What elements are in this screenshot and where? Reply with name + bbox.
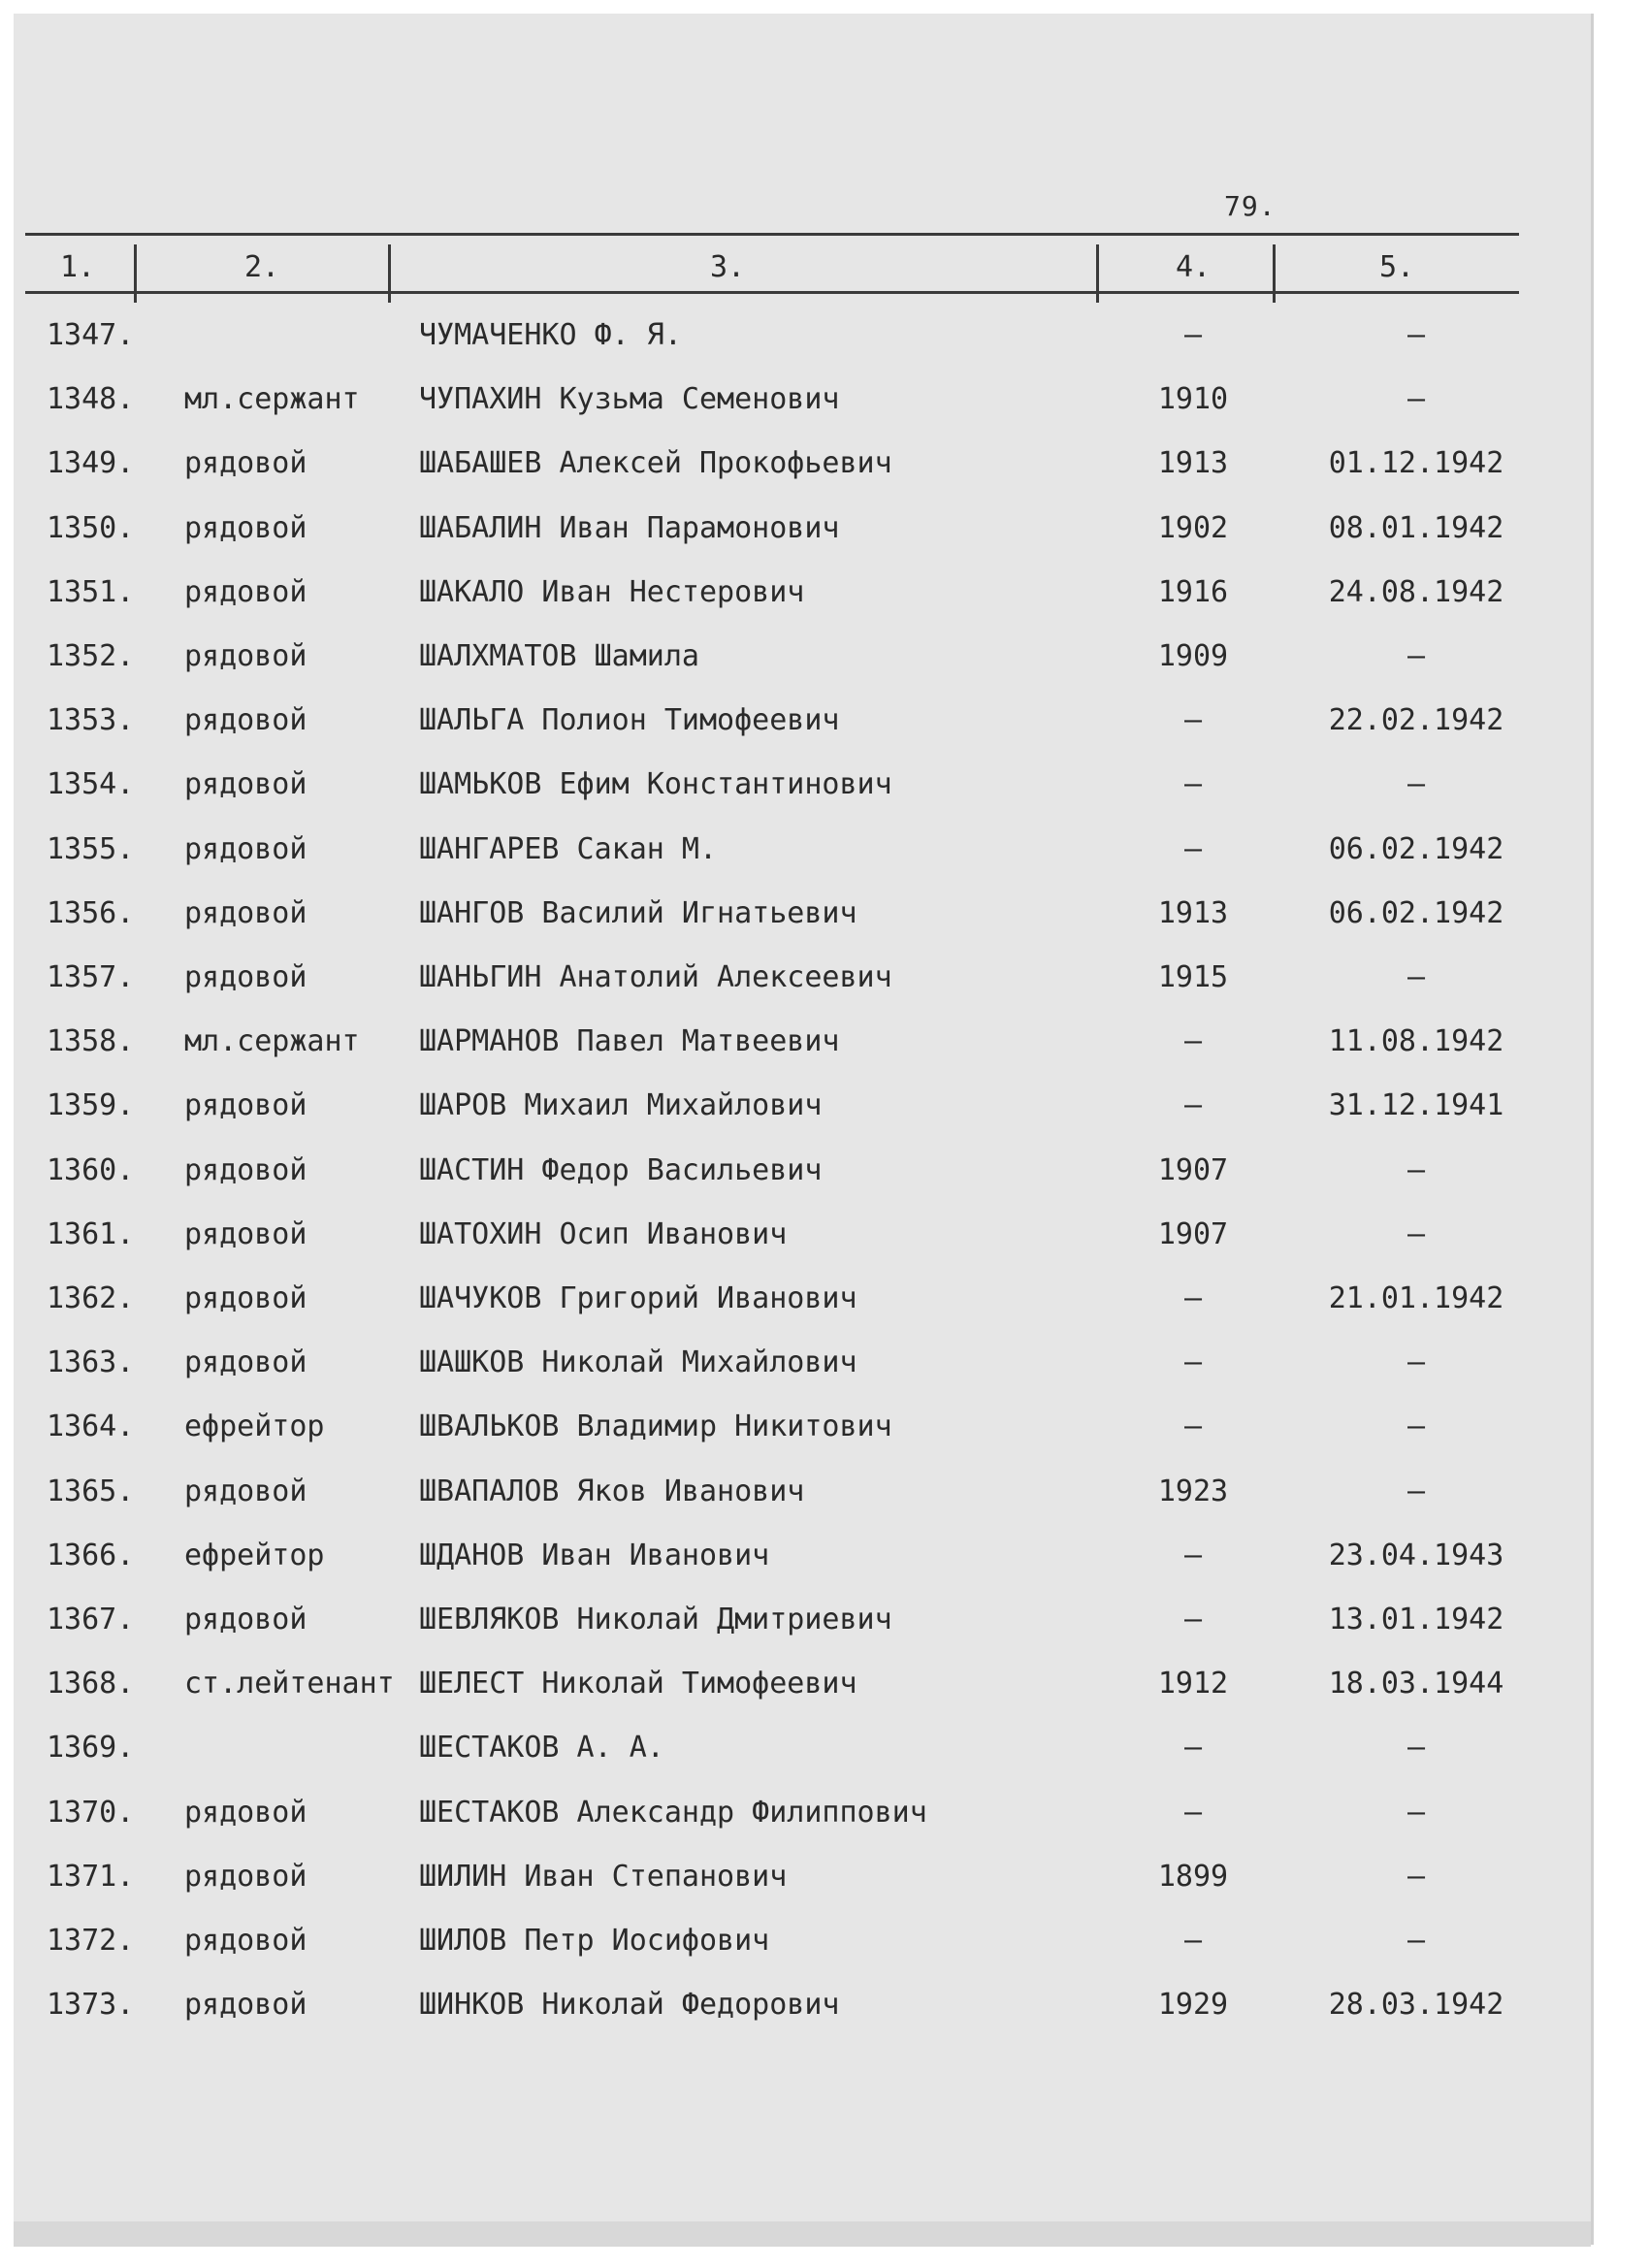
death-date: 11.08.1942	[1328, 1024, 1504, 1058]
table-row	[0, 1153, 1649, 1217]
record-number: 1348.	[47, 382, 135, 416]
record-number: 1356.	[47, 896, 135, 930]
table-row	[0, 1088, 1649, 1152]
header-top-rule	[25, 233, 1519, 236]
person-name: ШАТОХИН Осип Иванович	[419, 1217, 788, 1251]
birth-year: –	[1183, 1409, 1203, 1443]
military-rank: рядовой	[184, 1924, 307, 1958]
table-row	[0, 1731, 1649, 1795]
death-date: –	[1406, 1924, 1426, 1958]
table-row	[0, 575, 1649, 639]
record-number: 1360.	[47, 1153, 135, 1187]
death-date: –	[1406, 639, 1426, 673]
record-number: 1371.	[47, 1860, 135, 1894]
record-number: 1357.	[47, 960, 135, 994]
sheet-bottom-edge	[14, 2221, 1591, 2247]
military-rank: мл.сержант	[184, 1024, 360, 1058]
record-number: 1355.	[47, 832, 135, 866]
birth-year: 1912	[1157, 1667, 1229, 1701]
birth-year: 1907	[1157, 1153, 1229, 1187]
column-divider	[1273, 244, 1276, 303]
table-row	[0, 1796, 1649, 1860]
death-date: –	[1406, 1409, 1426, 1443]
military-rank: ефрейтор	[184, 1409, 325, 1443]
death-date: 01.12.1942	[1328, 446, 1504, 480]
record-number: 1358.	[47, 1024, 135, 1058]
person-name: ШИНКОВ Николай Федорович	[419, 1988, 840, 2022]
person-name: ШАБАЛИН Иван Парамонович	[419, 511, 840, 545]
death-date: –	[1406, 318, 1426, 352]
death-date: 06.02.1942	[1328, 832, 1504, 866]
military-rank: рядовой	[184, 896, 307, 930]
death-date: 28.03.1942	[1328, 1988, 1504, 2022]
table-row	[0, 446, 1649, 510]
table-row	[0, 960, 1649, 1024]
birth-year: 1913	[1157, 896, 1229, 930]
birth-year: –	[1183, 1281, 1203, 1315]
column-header-name: 3.	[709, 250, 746, 284]
person-name: ШАЧУКОВ Григорий Иванович	[419, 1281, 857, 1315]
military-rank: рядовой	[184, 1796, 307, 1830]
table-row	[0, 639, 1649, 703]
death-date: –	[1406, 1860, 1426, 1894]
death-date: 18.03.1944	[1328, 1667, 1504, 1701]
record-number: 1370.	[47, 1796, 135, 1830]
record-number: 1373.	[47, 1988, 135, 2022]
record-number: 1368.	[47, 1667, 135, 1701]
birth-year: –	[1183, 1796, 1203, 1830]
person-name: ШАСТИН Федор Васильевич	[419, 1153, 823, 1187]
record-number: 1349.	[47, 446, 135, 480]
birth-year: –	[1183, 1345, 1203, 1379]
column-divider	[134, 244, 137, 303]
record-number: 1351.	[47, 575, 135, 609]
person-name: ШАКАЛО Иван Нестерович	[419, 575, 805, 609]
person-name: ШЕЛЕСТ Николай Тимофеевич	[419, 1667, 857, 1701]
table-row	[0, 896, 1649, 960]
military-rank: рядовой	[184, 446, 307, 480]
person-name: ШАМЬКОВ Ефим Константинович	[419, 767, 892, 801]
person-name: ШАБАШЕВ Алексей Прокофьевич	[419, 446, 892, 480]
person-name: ШАНГОВ Василий Игнатьевич	[419, 896, 857, 930]
record-number: 1364.	[47, 1409, 135, 1443]
birth-year: 1909	[1157, 639, 1229, 673]
birth-year: –	[1183, 1088, 1203, 1122]
column-header-date: 5.	[1378, 250, 1415, 284]
record-number: 1361.	[47, 1217, 135, 1251]
header-bottom-rule	[25, 291, 1519, 294]
table-row	[0, 703, 1649, 767]
death-date: 06.02.1942	[1328, 896, 1504, 930]
birth-year: –	[1183, 1603, 1203, 1636]
table-row	[0, 511, 1649, 575]
table-row	[0, 1024, 1649, 1088]
table-row	[0, 1474, 1649, 1539]
person-name: ШЕСТАКОВ Александр Филиппович	[419, 1796, 927, 1830]
military-rank: рядовой	[184, 1345, 307, 1379]
military-rank: ст.лейтенант	[184, 1667, 395, 1701]
table-row	[0, 767, 1649, 831]
person-name: ШЕВЛЯКОВ Николай Дмитриевич	[419, 1603, 892, 1636]
table-row	[0, 1281, 1649, 1345]
military-rank: рядовой	[184, 575, 307, 609]
death-date: –	[1406, 767, 1426, 801]
birth-year: –	[1183, 1024, 1203, 1058]
record-number: 1367.	[47, 1603, 135, 1636]
death-date: –	[1406, 382, 1426, 416]
birth-year: 1907	[1157, 1217, 1229, 1251]
table-row	[0, 1409, 1649, 1474]
death-date: 21.01.1942	[1328, 1281, 1504, 1315]
birth-year: –	[1183, 703, 1203, 737]
person-name: ШИЛОВ Петр Иосифович	[419, 1924, 770, 1958]
record-number: 1347.	[47, 318, 135, 352]
military-rank: рядовой	[184, 767, 307, 801]
death-date: 08.01.1942	[1328, 511, 1504, 545]
death-date: –	[1406, 1153, 1426, 1187]
birth-year: 1913	[1157, 446, 1229, 480]
death-date: –	[1406, 1217, 1426, 1251]
birth-year: 1923	[1157, 1474, 1229, 1508]
military-rank: рядовой	[184, 1281, 307, 1315]
person-name: ШАНЬГИН Анатолий Алексеевич	[419, 960, 892, 994]
birth-year: 1929	[1157, 1988, 1229, 2022]
record-number: 1365.	[47, 1474, 135, 1508]
death-date: 31.12.1941	[1328, 1088, 1504, 1122]
death-date: –	[1406, 1345, 1426, 1379]
military-rank: мл.сержант	[184, 382, 360, 416]
page-number: 79.	[1224, 190, 1277, 222]
record-number: 1354.	[47, 767, 135, 801]
column-header-num: 1.	[59, 250, 96, 284]
table-row	[0, 1988, 1649, 2052]
person-name: ШАРОВ Михаил Михайлович	[419, 1088, 823, 1122]
person-name: ШАНГАРЕВ Сакан М.	[419, 832, 718, 866]
death-date: 13.01.1942	[1328, 1603, 1504, 1636]
military-rank: рядовой	[184, 511, 307, 545]
military-rank: рядовой	[184, 1474, 307, 1508]
birth-year: 1910	[1157, 382, 1229, 416]
person-name: ШИЛИН Иван Степанович	[419, 1860, 788, 1894]
record-number: 1359.	[47, 1088, 135, 1122]
table-row	[0, 1667, 1649, 1731]
table-row	[0, 382, 1649, 446]
record-number: 1363.	[47, 1345, 135, 1379]
death-date: –	[1406, 1796, 1426, 1830]
column-header-year: 4.	[1175, 250, 1212, 284]
record-number: 1372.	[47, 1924, 135, 1958]
death-date: 22.02.1942	[1328, 703, 1504, 737]
record-number: 1362.	[47, 1281, 135, 1315]
person-name: ШАШКОВ Николай Михайлович	[419, 1345, 857, 1379]
table-row	[0, 1860, 1649, 1924]
military-rank: рядовой	[184, 639, 307, 673]
table-row	[0, 1345, 1649, 1409]
military-rank: рядовой	[184, 832, 307, 866]
person-name: ШАЛЬГА Полион Тимофеевич	[419, 703, 840, 737]
military-rank: рядовой	[184, 1988, 307, 2022]
military-rank: рядовой	[184, 960, 307, 994]
record-number: 1353.	[47, 703, 135, 737]
table-row	[0, 1539, 1649, 1603]
person-name: ЧУМАЧЕНКО Ф. Я.	[419, 318, 682, 352]
birth-year: –	[1183, 832, 1203, 866]
birth-year: 1902	[1157, 511, 1229, 545]
military-rank: рядовой	[184, 1217, 307, 1251]
military-rank: ефрейтор	[184, 1539, 325, 1572]
death-date: –	[1406, 960, 1426, 994]
record-number: 1350.	[47, 511, 135, 545]
death-date: 24.08.1942	[1328, 575, 1504, 609]
person-name: ШАЛХМАТОВ Шамила	[419, 639, 699, 673]
person-name: ШЕСТАКОВ А. А.	[419, 1731, 664, 1765]
death-date: 23.04.1943	[1328, 1539, 1504, 1572]
birth-year: 1899	[1157, 1860, 1229, 1894]
birth-year: –	[1183, 767, 1203, 801]
column-divider	[388, 244, 391, 303]
table-row	[0, 318, 1649, 382]
record-number: 1366.	[47, 1539, 135, 1572]
death-date: –	[1406, 1731, 1426, 1765]
table-row	[0, 1924, 1649, 1988]
person-name: ШВАПАЛОВ Яков Иванович	[419, 1474, 805, 1508]
birth-year: –	[1183, 318, 1203, 352]
person-name: ШДАНОВ Иван Иванович	[419, 1539, 770, 1572]
birth-year: 1916	[1157, 575, 1229, 609]
birth-year: 1915	[1157, 960, 1229, 994]
military-rank: рядовой	[184, 703, 307, 737]
birth-year: –	[1183, 1924, 1203, 1958]
table-row	[0, 1603, 1649, 1667]
military-rank: рядовой	[184, 1088, 307, 1122]
person-name: ЧУПАХИН Кузьма Семенович	[419, 382, 840, 416]
military-rank: рядовой	[184, 1603, 307, 1636]
column-divider	[1096, 244, 1099, 303]
person-name: ШАРМАНОВ Павел Матвеевич	[419, 1024, 840, 1058]
death-date: –	[1406, 1474, 1426, 1508]
record-number: 1352.	[47, 639, 135, 673]
military-rank: рядовой	[184, 1860, 307, 1894]
military-rank: рядовой	[184, 1153, 307, 1187]
column-header-rank: 2.	[243, 250, 280, 284]
birth-year: –	[1183, 1539, 1203, 1572]
person-name: ШВАЛЬКОВ Владимир Никитович	[419, 1409, 892, 1443]
table-row	[0, 832, 1649, 896]
birth-year: –	[1183, 1731, 1203, 1765]
record-number: 1369.	[47, 1731, 135, 1765]
table-row	[0, 1217, 1649, 1281]
